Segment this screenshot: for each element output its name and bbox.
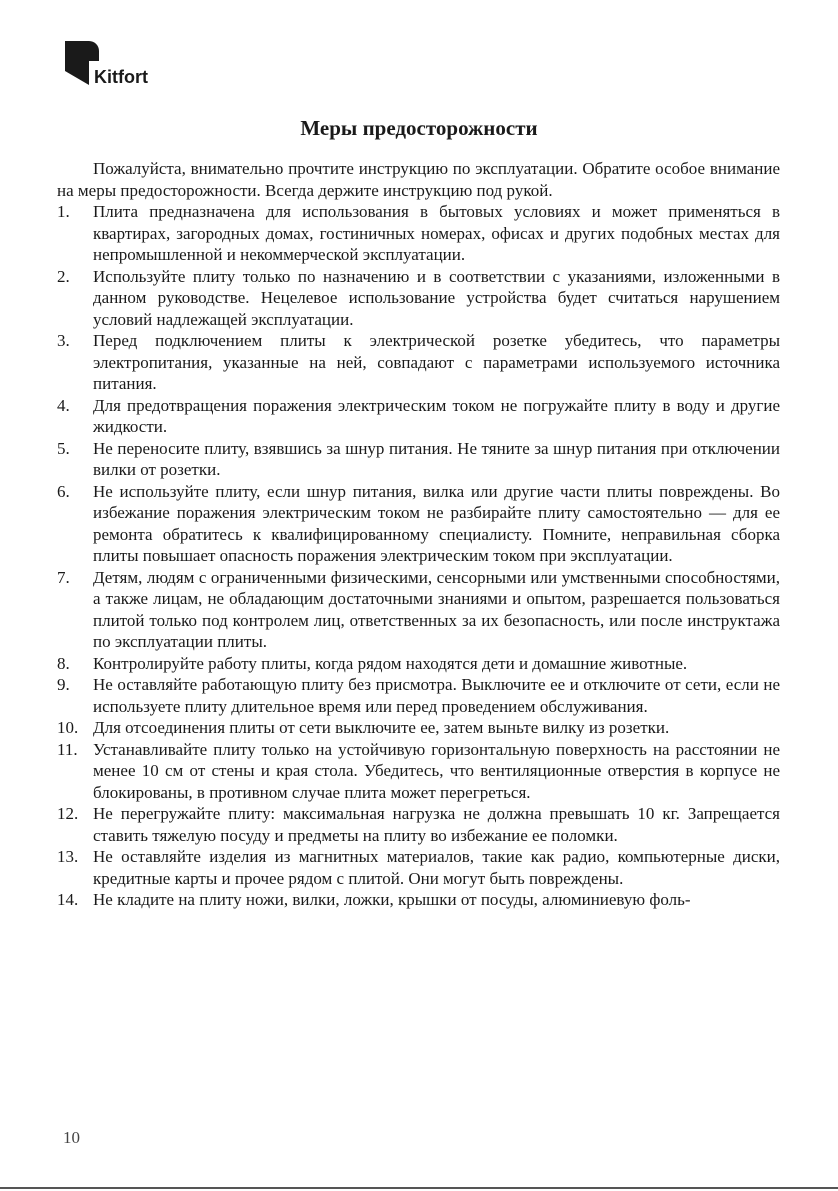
list-item	[57, 266, 780, 331]
list-item	[57, 481, 780, 567]
list-item-number: 9.	[57, 675, 70, 694]
list-item	[57, 438, 780, 481]
list-item-text: Используйте плиту только по назначению и в соответствии с указаниями, изложенными в данном руководстве. Нецелевое использование устройства будет считаться нарушением условий надлежащей эксплуатации.	[93, 266, 780, 329]
page-bottom-border	[0, 1187, 838, 1189]
list-item-text: Не оставляйте работающую плиту без присмотра. Выключите ее и отключите от сети, если не используете плиту длительное время или перед проведением обслуживания.	[93, 675, 780, 716]
page-number: 10	[63, 1128, 80, 1147]
list-item	[57, 201, 780, 266]
list-item-text: Не перегружайте плиту: максимальная нагрузка не должна превышать 10 кг. Запрещается ставить тяжелую посуду и предметы на плиту во избежание ее поломки.	[93, 804, 780, 845]
list-item-text: Для предотвращения поражения электрическим током не погружайте плиту в воду и другие жидкости.	[93, 395, 780, 436]
list-item-number: 10.	[57, 718, 79, 737]
list-item-text: Не используйте плиту, если шнур питания, вилка или другие части плиты повреждены. Во избежание поражения электрическим током не разбирайте плиту самостоятельно — для ее ремонта обратитесь к квалифицированному специалисту. Помните, неправильная сборка плиты повышает опасность поражения электрическим током при эксплуатации.	[93, 481, 780, 565]
document-body	[57, 158, 780, 911]
list-item	[57, 330, 780, 395]
list-item	[57, 717, 780, 739]
list-item-number: 3.	[57, 331, 70, 350]
list-item-text: Плита предназначена для использования в бытовых условиях и может применяться в квартирах, загородных домах, гостиничных номерах, офисах и других подобных местах для непромышленной и некоммерческой эксплуатации.	[93, 202, 780, 264]
list-item-text: Контролируйте работу плиты, когда рядом находятся дети и домашние животные.	[93, 653, 688, 673]
kitfort-logo	[65, 41, 175, 91]
list-item-number: 2.	[57, 266, 70, 286]
list-item	[57, 803, 780, 846]
list-item-text: Детям, людям с ограниченными физическими, сенсорными или умственными способностями, а также лицам, не обладающим достаточными знаниями и опытом, разрешается пользоваться плитой только под контролем лиц, ответственных за их безопасность, или после инструктажа по эксплуатации плиты.	[93, 567, 780, 651]
list-item	[57, 395, 780, 438]
list-item	[57, 674, 780, 717]
list-item	[57, 739, 780, 804]
list-item	[57, 567, 780, 653]
list-item-number: 12.	[57, 804, 79, 823]
list-item	[57, 846, 780, 889]
list-item	[57, 889, 780, 911]
list-item-text: Не кладите на плиту ножи, вилки, ложки, крышки от посуды, алюминиевую фоль-	[93, 890, 691, 909]
list-item-number: 6.	[57, 481, 70, 501]
list-item-text: Не переносите плиту, взявшись за шнур питания. Не тяните за шнур питания при отключении вилки от розетки.	[93, 438, 780, 479]
intro-paragraph: Пожалуйста, внимательно прочтите инструкцию по эксплуатации. Обратите особое внимание на меры предосторожности. Всегда держите инструкцию под рукой.	[57, 159, 780, 200]
list-item-number: 5.	[57, 438, 70, 458]
list-item-number: 13.	[57, 847, 79, 866]
list-item-text: Перед подключением плиты к электрической розетке убедитесь, что параметры электропитания, указанные на ней, совпадают с параметрами используемого источника питания.	[93, 331, 780, 393]
list-item-number: 4.	[57, 395, 70, 415]
list-item-number: 7.	[57, 567, 70, 587]
list-item-number: 11.	[57, 739, 78, 759]
list-item	[57, 653, 780, 675]
page-title: Меры предосторожности	[300, 116, 538, 140]
list-item-text: Не оставляйте изделия из магнитных материалов, такие как радио, компьютерные диски, кредитные карты и прочее рядом с плитой. Они могут быть повреждены.	[93, 847, 780, 888]
precautions-list	[57, 201, 780, 911]
list-item-number: 8.	[57, 653, 70, 673]
logo-text: Kitfort	[94, 67, 148, 87]
list-item-text: Для отсоединения плиты от сети выключите ее, затем выньте вилку из розетки.	[93, 718, 670, 737]
list-item-text: Устанавливайте плиту только на устойчивую горизонтальную поверхность на расстоянии не менее 10 см от стены и края стола. Убедитесь, что вентиляционные отверстия в корпусе не блокированы, в противном случае плита может перегреться.	[93, 739, 780, 802]
list-item-number: 14.	[57, 890, 79, 909]
list-item-number: 1.	[57, 202, 70, 221]
